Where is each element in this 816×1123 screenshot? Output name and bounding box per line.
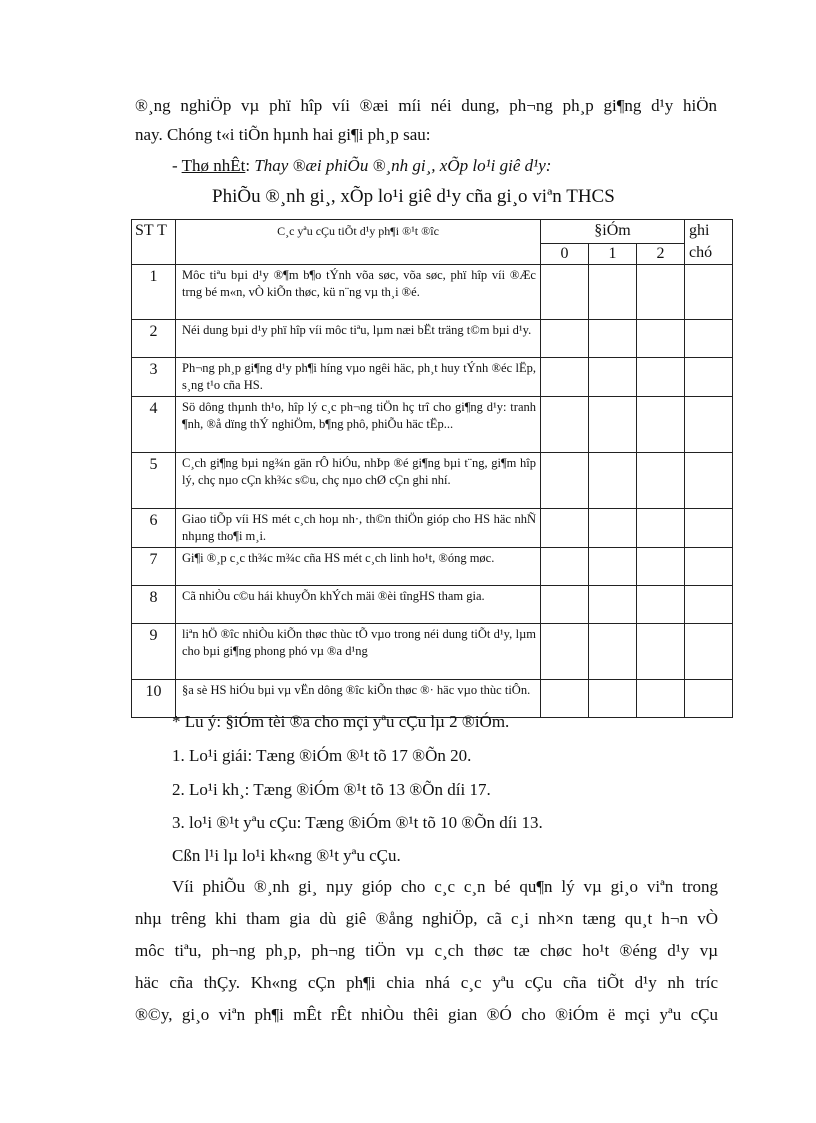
score-1-cell <box>589 265 637 320</box>
note-cell <box>685 509 733 548</box>
header-score-1: 1 <box>589 243 637 264</box>
row-number: 6 <box>132 509 176 548</box>
table-row <box>132 358 733 397</box>
header-requirement: C¸c yªu cÇu tiÕt d¹y ph¶i ®¹t ®îc <box>176 220 541 265</box>
score-2-cell <box>637 265 685 320</box>
score-2-cell <box>637 680 685 718</box>
para-line-4: häc cña thÇy. Kh«ng cÇn ph¶i chia nhá c¸c yªu cÇu cña tiÕt d¹y nh tríc <box>135 973 718 992</box>
row-number: 3 <box>132 358 176 397</box>
score-1-cell <box>589 320 637 358</box>
form-title: PhiÕu ®¸nh gi¸, xÕp lo¹i giê d¹y cña gi¸o viªn THCS <box>212 186 615 207</box>
note-cell <box>685 624 733 680</box>
row-requirement: Ph¬ng ph¸p gi¶ng d¹y ph¶i híng vµo ngêi häc, ph¸t huy tÝnh ®éc lËp, s¸ng t¹o cña HS. <box>176 358 541 397</box>
score-0-cell <box>541 320 589 358</box>
intro-point <box>172 156 551 176</box>
note-cell <box>685 548 733 586</box>
row-number: 7 <box>132 548 176 586</box>
note-cell <box>685 397 733 453</box>
score-0-cell <box>541 265 589 320</box>
row-requirement: Néi dung bµi d¹y phï hîp víi môc tiªu, lµm næi bËt träng t©m bµi d¹y. <box>176 320 541 358</box>
row-requirement: Gi¶i ®¸p c¸c th¾c m¾c cña HS mét c¸ch linh ho¹t, ®óng møc. <box>176 548 541 586</box>
score-0-cell <box>541 358 589 397</box>
row-number: 5 <box>132 453 176 509</box>
row-requirement: liªn hÖ ®îc nhiÒu kiÕn thøc thùc tÕ vµo trong néi dung tiÕt d¹y, lµm cho bµi gi¶ng phong phó vµ ®a d¹ng <box>176 624 541 680</box>
header-score-2: 2 <box>637 243 685 264</box>
para-line-1: Víi phiÕu ®¸nh gi¸ nµy gióp cho c¸c c¸n bé qu¶n lý vµ gi¸o viªn trong <box>172 877 718 896</box>
row-requirement: C¸ch gi¶ng bµi ng¾n gän rÔ hiÓu, nhÞp ®é gi¶ng bµi t¨ng, gi¶m hîp lý, chç nµo cÇn kh¾c s©u, chç nµo chØ cÇn ghi nhí. <box>176 453 541 509</box>
score-2-cell <box>637 453 685 509</box>
note-cell <box>685 680 733 718</box>
row-requirement: Môc tiªu bµi d¹y ®¶m b¶o tÝnh võa søc, võa søc, phï hîp víi ®Æc trng bé m«n, vÒ kiÕn thøc, kü n¨ng vµ th¸i ®é. <box>176 265 541 320</box>
row-number: 2 <box>132 320 176 358</box>
header-stt: ST T <box>132 220 176 265</box>
score-2-cell <box>637 320 685 358</box>
para-line-3: môc tiªu, ph¬ng ph¸p, ph¬ng tiÖn vµ c¸ch thøc tæ chøc ho¹t ®éng d¹y vµ <box>135 941 718 960</box>
score-1-cell <box>589 358 637 397</box>
note-cell <box>685 453 733 509</box>
score-0-cell <box>541 453 589 509</box>
grade-line-1: 1. Lo¹i giái: Tæng ®iÓm ®¹t tõ 17 ®Õn 20. <box>172 746 472 765</box>
score-2-cell <box>637 548 685 586</box>
note-cell <box>685 358 733 397</box>
score-1-cell <box>589 548 637 586</box>
table-row <box>132 624 733 680</box>
grade-line-4: Cßn l¹i lµ lo¹i kh«ng ®¹t yªu cÇu. <box>172 846 401 865</box>
score-0-cell <box>541 624 589 680</box>
score-0-cell <box>541 397 589 453</box>
score-0-cell <box>541 680 589 718</box>
score-0-cell <box>541 509 589 548</box>
row-requirement: Sö dông thµnh th¹o, hîp lý c¸c ph¬ng tiÖn hç trî cho gi¶ng d¹y: tranh ¶nh, ®å dïng thÝ nghiÖm, b¶ng phô, phiÕu häc tËp... <box>176 397 541 453</box>
score-2-cell <box>637 509 685 548</box>
point-colon: : <box>245 156 255 175</box>
para-line-2: nhµ trêng khi tham gia dù giê ®ång nghiÖp, cã c¸i nh×n tæng qu¸t h¬n vÒ <box>135 909 718 928</box>
score-1-cell <box>589 509 637 548</box>
score-2-cell <box>637 624 685 680</box>
table-row <box>132 548 733 586</box>
row-requirement: §a sè HS hiÓu bµi vµ vËn dông ®îc kiÕn thøc ®· häc vµo thùc tiÔn. <box>176 680 541 718</box>
score-1-cell <box>589 453 637 509</box>
score-1-cell <box>589 397 637 453</box>
score-1-cell <box>589 624 637 680</box>
row-number: 9 <box>132 624 176 680</box>
note-line: * Lu ý: §iÓm tèi ®a cho mçi yªu cÇu lµ 2 ®iÓm. <box>172 712 510 731</box>
score-1-cell <box>589 680 637 718</box>
score-0-cell <box>541 548 589 586</box>
header-score: §iÓm <box>541 220 685 244</box>
table-row <box>132 453 733 509</box>
header-score-0: 0 <box>541 243 589 264</box>
score-0-cell <box>541 586 589 624</box>
intro-line-2: nay. Chóng t«i tiÕn hµnh hai gi¶i ph¸p sau: <box>135 125 431 144</box>
table-row <box>132 509 733 548</box>
row-number: 8 <box>132 586 176 624</box>
row-number: 1 <box>132 265 176 320</box>
row-requirement: Giao tiÕp víi HS mét c¸ch hoµ nh·, th©n thiÖn gióp cho HS häc nhÑ nhµng tho¶i m¸i. <box>176 509 541 548</box>
table-row <box>132 320 733 358</box>
score-1-cell <box>589 586 637 624</box>
grade-line-2: 2. Lo¹i kh¸: Tæng ®iÓm ®¹t tõ 13 ®Õn díi 17. <box>172 780 491 799</box>
point-text: Thay ®æi phiÕu ®¸nh gi¸, xÕp lo¹i giê d¹y: <box>254 156 552 175</box>
score-2-cell <box>637 358 685 397</box>
row-requirement: Cã nhiÒu c©u hái khuyÕn khÝch mäi ®èi tîngHS tham gia. <box>176 586 541 624</box>
table-row <box>132 586 733 624</box>
row-number: 4 <box>132 397 176 453</box>
grade-line-3: 3. lo¹i ®¹t yªu cÇu: Tæng ®iÓm ®¹t tõ 10 ®Õn díi 13. <box>172 813 543 832</box>
score-2-cell <box>637 586 685 624</box>
header-note: ghi chó <box>685 220 733 265</box>
note-cell <box>685 320 733 358</box>
table-row <box>132 265 733 320</box>
para-line-5: ®©y, gi¸o viªn ph¶i mÊt rÊt nhiÒu thêi gian ®Ó cho ®iÓm ë mçi yªu cÇu <box>135 1005 718 1024</box>
score-2-cell <box>637 397 685 453</box>
evaluation-table <box>131 219 733 718</box>
point-label: Thø nhÊt <box>181 156 246 175</box>
note-cell <box>685 265 733 320</box>
table-row <box>132 397 733 453</box>
point-prefix: - <box>172 156 182 175</box>
intro-line-1: ®¸ng nghiÖp vµ phï hîp víi ®æi míi néi dung, ph¬ng ph¸p gi¶ng d¹y hiÖn <box>135 96 717 115</box>
note-cell <box>685 586 733 624</box>
row-number: 10 <box>132 680 176 718</box>
